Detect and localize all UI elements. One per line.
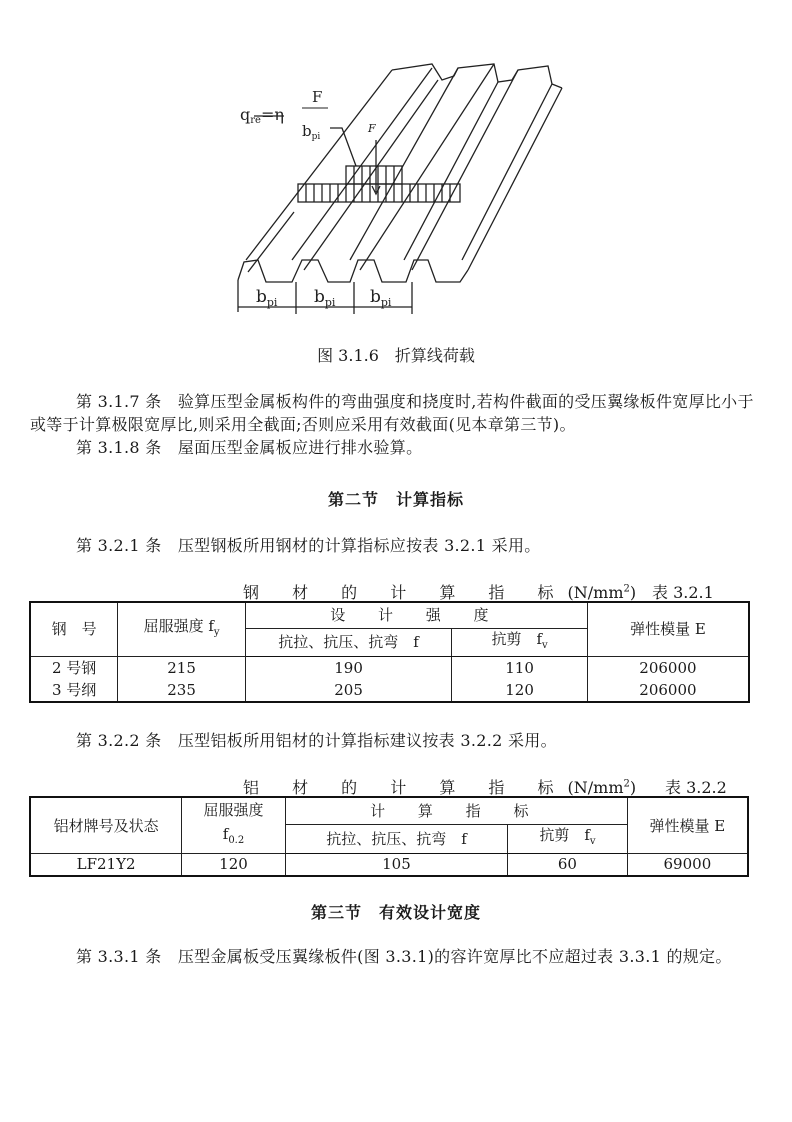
table-row: 2 号钢 215 190 110 206000 <box>30 656 749 679</box>
figure-3-1-6 <box>232 62 568 318</box>
clause-3-2-1: 第 3.2.1 条 压型钢板所用钢材的计算指标应按表 3.2.1 采用。 <box>76 536 541 555</box>
section-3-heading: 第三节 有效设计宽度 <box>310 903 481 922</box>
clause-3-1-7: 第 3.1.7 条 验算压型金属板构件的弯曲强度和挠度时,若构件截面的受压翼缘板件宽厚比小于或等于计算极限宽厚比,则采用全截面;否则应采用有效截面(见本章第三节)。 <box>30 392 754 434</box>
clause-3-2-2: 第 3.2.2 条 压型铝板所用铝材的计算指标建议按表 3.2.2 采用。 <box>76 731 557 750</box>
formula-denominator: $b_{pi}$ <box>302 122 321 142</box>
th-tension: 抗拉、抗压、抗弯 f <box>285 824 507 853</box>
table-3-2-1-title: 钢 材 的 计 算 指 标$(N/mm^2)$ <box>243 583 637 602</box>
force-label: F <box>368 122 376 135</box>
figure-caption: 图 3.1.6 折算线荷载 <box>317 346 475 365</box>
th-modulus: 弹性模量 E <box>627 797 748 854</box>
th-modulus: 弹性模量 E <box>587 602 749 656</box>
formula-numerator: F <box>312 88 323 106</box>
dim-label-1: $b_{pi}$ <box>256 287 278 309</box>
table-row: LF21Y2 120 105 60 69000 <box>30 854 748 876</box>
table-3-2-1 <box>29 601 750 703</box>
th-calc-index: 计 算 指 标 <box>285 797 627 824</box>
dim-label-2: $b_{pi}$ <box>314 287 336 309</box>
table-3-2-2-number: 表 3.2.2 <box>665 778 727 797</box>
th-shear: 抗剪 $f_v$ <box>452 628 588 656</box>
th-yield: 屈服强度 $f_y$ <box>118 602 246 656</box>
table-3-2-2 <box>29 796 749 877</box>
corrugated-sheet-diagram <box>232 62 568 318</box>
th-design-strength: 设 计 强 度 <box>245 602 587 628</box>
table-3-2-1-number: 表 3.2.1 <box>652 583 714 602</box>
th-grade: 钢 号 <box>30 602 118 656</box>
th-yield: 屈服强度 $f_{0.2}$ <box>182 797 286 854</box>
th-tension: 抗拉、抗压、抗弯 f <box>245 628 451 656</box>
clause-3-1-8: 第 3.1.8 条 屋面压型金属板应进行排水验算。 <box>76 438 423 457</box>
table-3-2-2-title: 铝 材 的 计 算 指 标$(N/mm^2)$ <box>243 778 637 797</box>
th-grade-state: 铝材牌号及状态 <box>30 797 182 854</box>
th-shear: 抗剪 $f_v$ <box>508 824 628 853</box>
section-2-heading: 第二节 计算指标 <box>327 490 464 509</box>
dim-label-3: $b_{pi}$ <box>370 287 392 309</box>
formula-lhs: qre=η <box>240 105 284 126</box>
clause-3-3-1: 第 3.3.1 条 压型金属板受压翼缘板件(图 3.3.1)的容许宽厚比不应超过表 3.3.1 的规定。 <box>76 947 732 966</box>
table-row: 3 号纲 235 205 120 206000 <box>30 679 749 702</box>
